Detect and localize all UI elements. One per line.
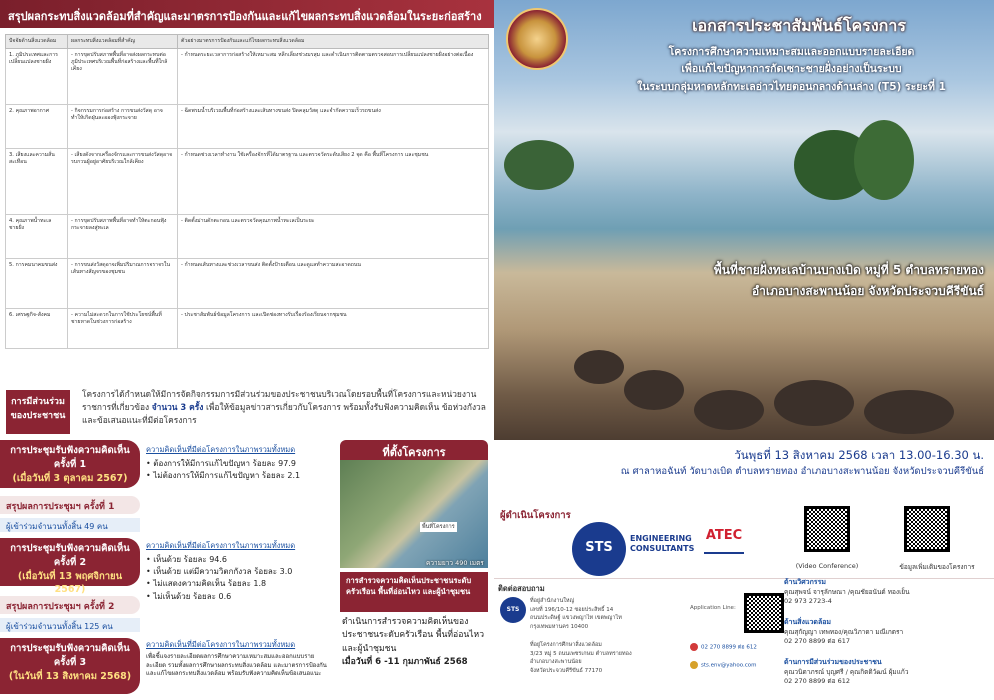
project-location — [340, 440, 488, 568]
result-item: • เห็นด้วย แต่มีความวิตกกังวล ร้อยละ 3.0 — [146, 567, 293, 577]
table-cell: 4. คุณภาพน้ำทะเลชายฝั่ง — [6, 215, 68, 259]
contact-section — [494, 578, 994, 700]
operator-section — [494, 500, 994, 578]
email-text: sts.env@yahoo.com — [701, 662, 757, 669]
rock-icon — [624, 370, 684, 410]
table-header: ปัจจัยด้านสิ่งแวดล้อม — [6, 35, 68, 49]
results-3 — [146, 640, 334, 679]
meeting-2-badge — [0, 538, 140, 596]
project-name-line: ในระบบกลุ่มหาดหลักทะเลอ่าวไทยตอนกลางด้านล่าง (T5) ระยะที่ 1 — [637, 80, 946, 93]
operator-title: ผู้ดำเนินโครงการ — [500, 510, 571, 521]
contact-email[interactable] — [690, 661, 757, 669]
result-item: • ไม่ต้องการให้มีการแก้ไขปัญหา ร้อยละ 2.1 — [146, 471, 301, 481]
address-line: กรุงเทพมหานคร 10400 — [530, 623, 589, 630]
result-text: เห็นด้วย ร้อยละ 94.6 — [153, 554, 228, 564]
participation-count: จำนวน 3 ครั้ง — [151, 402, 204, 413]
hero-photo — [494, 0, 994, 440]
qr-label-video: (Video Conference) — [795, 562, 859, 570]
address-line: ถนนประดิษฐ์ แขวงพญาไท เขตพญาไท — [530, 615, 622, 622]
contact-environment — [784, 617, 990, 647]
results-2 — [146, 540, 334, 603]
result-item: • เห็นด้วย ร้อยละ 94.6 — [146, 554, 228, 564]
table-cell: - การขุดปรับสภาพพื้นที่อาจส่งผลกระทบต่อภูมิประเทศบริเวณพื้นที่ก่อสร้างและพื้นที่ใกล้เคียง — [68, 49, 178, 105]
table-cell: - การขนส่งวัสดุอาจเพิ่มปริมาณการจราจรในเส้นทางสัญจรของชุมชน — [68, 259, 178, 309]
summary-2-attendance: ผู้เข้าร่วมจำนวนทั้งสิ้น 125 คน — [0, 618, 140, 632]
environment-table — [5, 34, 489, 349]
address-head-office — [530, 597, 622, 631]
rock-icon — [864, 390, 954, 434]
location-title: ที่ตั้งโครงการ — [340, 440, 488, 460]
meeting-title: การประชุมรับฟังความคิดเห็น ครั้งที่ 1 — [10, 445, 130, 470]
contact-group-heading: ด้านวิศวกรรม — [784, 578, 826, 586]
qr-label-info: ข้อมูลเพิ่มเติมของโครงการ — [899, 563, 975, 571]
rock-icon — [694, 390, 764, 430]
table-row — [6, 309, 489, 349]
address-project-office — [530, 641, 632, 675]
results-heading: ความคิดเห็นที่มีต่อโครงการในภาพรวมทั้งหมด — [146, 640, 296, 649]
results-3-text: เพื่อชี้แจงรายละเอียดผลการศึกษาความเหมาะสมและออกแบบรายละเอียด รวมทั้งผลการศึกษาผลกระทบสิ่งแวดล้อม และมาตรการป้องกันและแก้ไขผลกระทบสิ่งแวดล้อม พร้อมรับฟังความคิดเห็นข้อเสนอแนะ — [146, 652, 327, 678]
survey-text — [342, 616, 492, 669]
contact-group-heading: ด้านการมีส่วนร่วมของประชาชน — [784, 658, 882, 666]
table-header: ตัวอย่างมาตรการป้องกันและแก้ไขผลกระทบสิ่งแวดล้อม — [178, 35, 489, 49]
survey-desc: ดำเนินการสำรวจความคิดเห็นของประชาชนระดับครัวเรือน พื้นที่อ่อนไหว และผู้นำชุมชน — [342, 617, 485, 654]
meeting-venue: ณ ศาลาหอฉันท์ วัดบางเบิด ตำบลทรายทอง อำเภอบางสะพานน้อย จังหวัดประจวบคีรีขันธ์ — [620, 466, 984, 478]
contact-tel: 02 270 8899 ต่อ 617 — [784, 637, 851, 646]
table-cell: - กำหนดระยะเวลาการก่อสร้างให้เหมาะสม หลีกเลี่ยงช่วงมรสุม และดำเนินการติดตามตรวจสอบการเปลี่ยนแปลงชายฝั่งอย่างต่อเนื่อง — [178, 49, 489, 105]
environment-summary-title: สรุปผลกระทบสิ่งแวดล้อมที่สำคัญและมาตรการป้องกันและแก้ไขผลกระทบสิ่งแวดล้อมในระยะก่อสร้าง — [0, 0, 494, 28]
qr-code-icon[interactable] — [904, 506, 950, 552]
left-panel — [0, 0, 494, 700]
table-cell: - กิจกรรมการก่อสร้าง การขนส่งวัสดุ อาจทำให้เกิดฝุ่นละอองฟุ้งกระจาย — [68, 105, 178, 149]
tree-icon — [504, 140, 574, 190]
meeting-datetime: วันพุธที่ 13 สิงหาคม 2568 เวลา 13.00-16.30 น. — [734, 448, 984, 462]
summary-1-attendance: ผู้เข้าร่วมจำนวนทั้งสิ้น 49 คน — [0, 518, 140, 532]
participation-text-pre: โครงการได้กำหนดให้มีการจัดกิจกรรมการมีส่วนร่วมของประชาชนบริเวณโดยรอบพื้นที่โครงการและหน่วยงานราชการที่เกี่ยวข้อง — [82, 389, 477, 413]
sts-name-line: CONSULTANTS — [630, 543, 695, 553]
result-item: • ไม่เห็นด้วย ร้อยละ 0.6 — [146, 591, 232, 601]
summary-2-title: สรุปผลการประชุมฯ ครั้งที่ 2 — [0, 596, 140, 614]
table-cell: - การขุดปรับสภาพพื้นที่อาจทำให้ตะกอนฟุ้งกระจายลงสู่ทะเล — [68, 215, 178, 259]
result-item: • ไม่แสดงความคิดเห็น ร้อยละ 1.8 — [146, 579, 267, 589]
sts-logo-icon: STS — [500, 597, 526, 623]
phone-icon — [690, 643, 698, 651]
table-cell: 6. เศรษฐกิจ-สังคม — [6, 309, 68, 349]
project-name-line: โครงการศึกษาความเหมาะสมและออกแบบรายละเอียด — [668, 46, 915, 58]
tree-icon — [854, 120, 914, 200]
rock-icon — [774, 380, 854, 426]
meeting-title: การประชุมรับฟังความคิดเห็น ครั้งที่ 3 — [10, 643, 130, 668]
contact-name: คุณสุพจน์ จารุลักษณา /คุณชัยอนันต์ ทองเย็น — [784, 587, 910, 596]
table-cell: 3. เสียงและความสั่นสะเทือน — [6, 149, 68, 215]
meeting-date: (เมื่อวันที่ 3 ตุลาคม 2567) — [12, 472, 128, 484]
table-cell: - ความไม่สะดวกในการใช้ประโยชน์พื้นที่ชายหาดในช่วงการก่อสร้าง — [68, 309, 178, 349]
location-scale: ความยาว 490 เมตร — [426, 559, 484, 567]
contact-engineering — [784, 577, 990, 607]
result-text: ไม่เห็นด้วย ร้อยละ 0.6 — [153, 591, 232, 601]
contact-title: ติดต่อสอบถาม — [498, 584, 545, 593]
result-text: ต้องการให้มีการแก้ไขปัญหา ร้อยละ 97.9 — [153, 458, 296, 468]
results-heading: ความคิดเห็นที่มีต่อโครงการในภาพรวมทั้งหมด — [146, 541, 296, 550]
table-cell: - กำหนดช่วงเวลาทำงาน ใช้เครื่องจักรที่ได้มาตรฐาน และตรวจวัดระดับเสียง 2 จุด คือ พื้นที่โครงการ และชุมชน — [178, 149, 489, 215]
result-text: เห็นด้วย แต่มีความวิตกกังวล ร้อยละ 3.0 — [153, 567, 293, 577]
table-row — [6, 49, 489, 105]
address-line: อำเภอบางสะพานน้อย — [530, 659, 582, 666]
caption-line: อำเภอบางสะพานน้อย จังหวัดประจวบคีรีขันธ์ — [751, 284, 984, 298]
result-text: ไม่ต้องการให้มีการแก้ไขปัญหา ร้อยละ 2.1 — [153, 471, 301, 481]
agency-logo-icon — [506, 8, 568, 70]
results-1 — [146, 444, 334, 482]
address-line: ที่อยู่สำนักงานใหญ่ — [530, 598, 575, 604]
email-icon — [690, 661, 698, 669]
address-line: ที่อยู่โครงการศึกษาสิ่งแวดล้อม — [530, 642, 602, 648]
meeting-date: (ในวันที่ 13 สิงหาคม 2568) — [8, 670, 132, 682]
table-cell: - กำหนดเส้นทางและช่วงเวลาขนส่ง ติดตั้งป้ายเตือน และดูแลทำความสะอาดถนน — [178, 259, 489, 309]
right-panel — [494, 0, 994, 700]
result-item: • ต้องการให้มีการแก้ไขปัญหา ร้อยละ 97.9 — [146, 458, 296, 468]
table-cell: - เสียงดังจากเครื่องจักรและการขนส่งวัสดุอาจรบกวนผู้อยู่อาศัยบริเวณใกล้เคียง — [68, 149, 178, 215]
project-name-line: เพื่อแก้ไขปัญหาการกัดเซาะชายฝั่งอย่างเป็นระบบ — [681, 63, 902, 76]
location-label: พื้นที่โครงการ — [422, 524, 455, 530]
phone-text: 02 270 8899 ต่อ 612 — [701, 644, 757, 651]
contact-tel: 02 973 2723-4 — [784, 597, 832, 606]
table-row — [6, 105, 489, 149]
contact-participation — [784, 657, 990, 687]
contact-name: คุณสุกัญญา เทพทอง/คุณวิภาดา มณีเกตรา — [784, 627, 904, 636]
meeting-info — [494, 440, 994, 500]
atec-logo-icon: ATEC — [704, 516, 744, 554]
location-map — [340, 460, 488, 568]
table-cell: - ฉีดพรมน้ำบริเวณพื้นที่ก่อสร้างและเส้นทางขนส่ง ปิดคลุมวัสดุ และจำกัดความเร็วรถขนส่ง — [178, 105, 489, 149]
address-line: จังหวัดประจวบคีรีขันธ์ 77170 — [530, 667, 603, 674]
line-qr-icon[interactable] — [744, 593, 784, 633]
table-cell: 2. คุณภาพอากาศ — [6, 105, 68, 149]
sts-name — [630, 534, 694, 553]
survey-date: เมื่อวันที่ 6 -11 กุมภาพันธ์ 2568 — [342, 656, 468, 667]
table-row — [6, 215, 489, 259]
results-heading: ความคิดเห็นที่มีต่อโครงการในภาพรวมทั้งหมด — [146, 445, 296, 454]
contact-name: คุณวนิดาภรณ์ บุญศรี / คุณกิตติวัฒน์ ผุ้มแก้ว — [784, 667, 909, 676]
participation-text — [82, 388, 488, 427]
summary-1-title: สรุปผลการประชุมฯ ครั้งที่ 1 — [0, 496, 140, 514]
contact-tel: 02 270 8899 ต่อ 612 — [784, 677, 851, 686]
participation-text-post: เพื่อให้ข้อมูลข่าวสารเกี่ยวกับโครงการ พร้อมทั้งรับฟังความคิดเห็น ข้อห่วงกังวลและข้อเสนอแนะที่มีต่อโครงการ — [82, 402, 486, 426]
app-line-label: Application Line: — [690, 605, 736, 611]
result-text: ไม่แสดงความคิดเห็น ร้อยละ 1.8 — [153, 579, 267, 589]
meeting-title: การประชุมรับฟังความคิดเห็น ครั้งที่ 2 — [10, 543, 130, 568]
sts-logo-icon: STS — [572, 522, 626, 576]
sts-name-line: ENGINEERING — [630, 534, 692, 543]
table-header: ผลกระทบสิ่งแวดล้อมที่สำคัญ — [68, 35, 178, 49]
participation-section — [0, 382, 494, 436]
participation-badge: การมีส่วนร่วมของประชาชน — [6, 390, 70, 434]
address-line: 3/23 หมู่ 5 ถนนเพชรเกษม ตำบลทรายทอง — [530, 650, 632, 657]
hero-caption — [504, 260, 984, 302]
doc-title: เอกสารประชาสัมพันธ์โครงการ — [692, 16, 906, 35]
qr-code-icon[interactable] — [804, 506, 850, 552]
survey-title: การสำรวจความคิดเห็นประชาชนระดับครัวเรือน พื้นที่อ่อนไหว และผู้นำชุมชน — [340, 572, 488, 612]
table-row — [6, 149, 489, 215]
contact-group-heading: ด้านสิ่งแวดล้อม — [784, 618, 832, 626]
rock-icon — [574, 350, 624, 384]
table-cell: - ประชาสัมพันธ์ข้อมูลโครงการ และเปิดช่องทางรับเรื่องร้องเรียนจากชุมชน — [178, 309, 489, 349]
meeting-3-badge — [0, 638, 140, 694]
caption-line: พื้นที่ชายฝั่งทะเลบ้านบางเบิด หมู่ที่ 5 ตำบลทรายทอง — [713, 263, 984, 277]
contact-phone[interactable] — [690, 643, 757, 652]
table-cell: 5. การคมนาคมขนส่ง — [6, 259, 68, 309]
table-cell: - ติดตั้งม่านดักตะกอน และตรวจวัดคุณภาพน้ำทะเลเป็นระยะ — [178, 215, 489, 259]
address-line: เลขที่ 196/10-12 ซอยประสิทธิ์ 14 — [530, 606, 614, 613]
table-cell: 1. ภูมิประเทศและการเปลี่ยนแปลงชายฝั่ง — [6, 49, 68, 105]
table-row — [6, 259, 489, 309]
meeting-date: (เมื่อวันที่ 13 พฤศจิกายน 2567) — [17, 570, 123, 596]
meeting-1-badge — [0, 440, 140, 488]
project-name — [594, 44, 989, 96]
